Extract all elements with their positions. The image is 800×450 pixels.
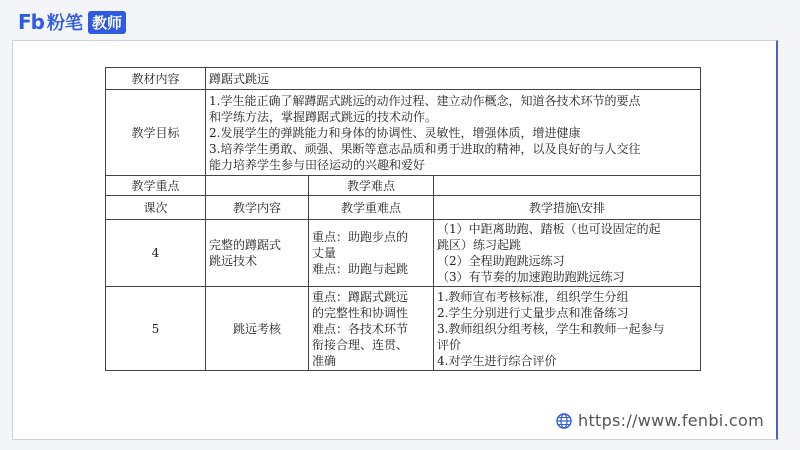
objective-line: 2.发展学生的弹跳能力和身体的协调性、灵敏性，增强体质，增进健康 bbox=[209, 125, 581, 140]
lesson-measures: 1.教师宣布考核标准，组织学生分组 2.学生分别进行丈量步点和准备练习 3.教师组织分组考核，学生和教师一起参与 评价 4.对学生进行综合评价 bbox=[434, 287, 701, 371]
table-row bbox=[106, 90, 701, 176]
table-row bbox=[106, 287, 701, 371]
globe-icon bbox=[556, 413, 572, 429]
header-lesson: 课次 bbox=[106, 196, 206, 220]
objectives-label: 教学目标 bbox=[106, 90, 206, 176]
header-points: 教学重难点 bbox=[309, 196, 434, 220]
difficulties-value bbox=[434, 176, 701, 196]
lesson-plan-table bbox=[105, 67, 701, 371]
brand-badge: 教师 bbox=[88, 11, 126, 34]
footer bbox=[556, 411, 764, 430]
brand-logo bbox=[18, 10, 126, 34]
lesson-measures: （1）中距离助跑、踏板（也可设固定的起 跳区）练习起跳 （2）全程助跑跳远练习 （3）有节奏的加速跑助跑跳远练习 bbox=[434, 220, 701, 287]
brand-mark: Fb bbox=[18, 10, 44, 34]
difficulties-label: 教学难点 bbox=[309, 176, 434, 196]
objective-line: 1.学生能正确了解蹲踞式跳远的动作过程、建立动作概念，知道各技术环节的要点 bbox=[209, 93, 641, 108]
brand-name: 粉笔 bbox=[46, 13, 83, 34]
table-row bbox=[106, 220, 701, 287]
website-link[interactable]: https://www.fenbi.com bbox=[578, 411, 765, 430]
lesson-points: 重点：蹲踞式跳远 的完整性和协调性 难点：各技术环节 衔接合理、连贯、 准确 bbox=[309, 287, 434, 371]
table-row bbox=[106, 68, 701, 90]
objectives-text bbox=[206, 90, 701, 176]
objective-line: 和学练方法，掌握蹲踞式跳远的技术动作。 bbox=[209, 109, 438, 124]
table-row bbox=[106, 176, 701, 196]
content-label: 教材内容 bbox=[106, 68, 206, 90]
table-header-row bbox=[106, 196, 701, 220]
lesson-content: 完整的蹲踞式 跳远技术 bbox=[206, 220, 309, 287]
lesson-content: 跳远考核 bbox=[206, 287, 309, 371]
lesson-points: 重点：助跑步点的 丈量 难点：助跑与起跳 bbox=[309, 220, 434, 287]
key-points-label: 教学重点 bbox=[106, 176, 206, 196]
lesson-number: 4 bbox=[106, 220, 206, 287]
key-points-value bbox=[206, 176, 309, 196]
header-content: 教学内容 bbox=[206, 196, 309, 220]
objective-line: 3.培养学生勇敢、顽强、果断等意志品质和勇于进取的精神，以及良好的与人交往 bbox=[209, 141, 641, 156]
content-value: 蹲踞式跳远 bbox=[206, 68, 701, 90]
lesson-number: 5 bbox=[106, 287, 206, 371]
objective-line: 能力培养学生参与田径运动的兴趣和爱好 bbox=[209, 157, 426, 172]
header-measures: 教学措施\安排 bbox=[434, 196, 701, 220]
